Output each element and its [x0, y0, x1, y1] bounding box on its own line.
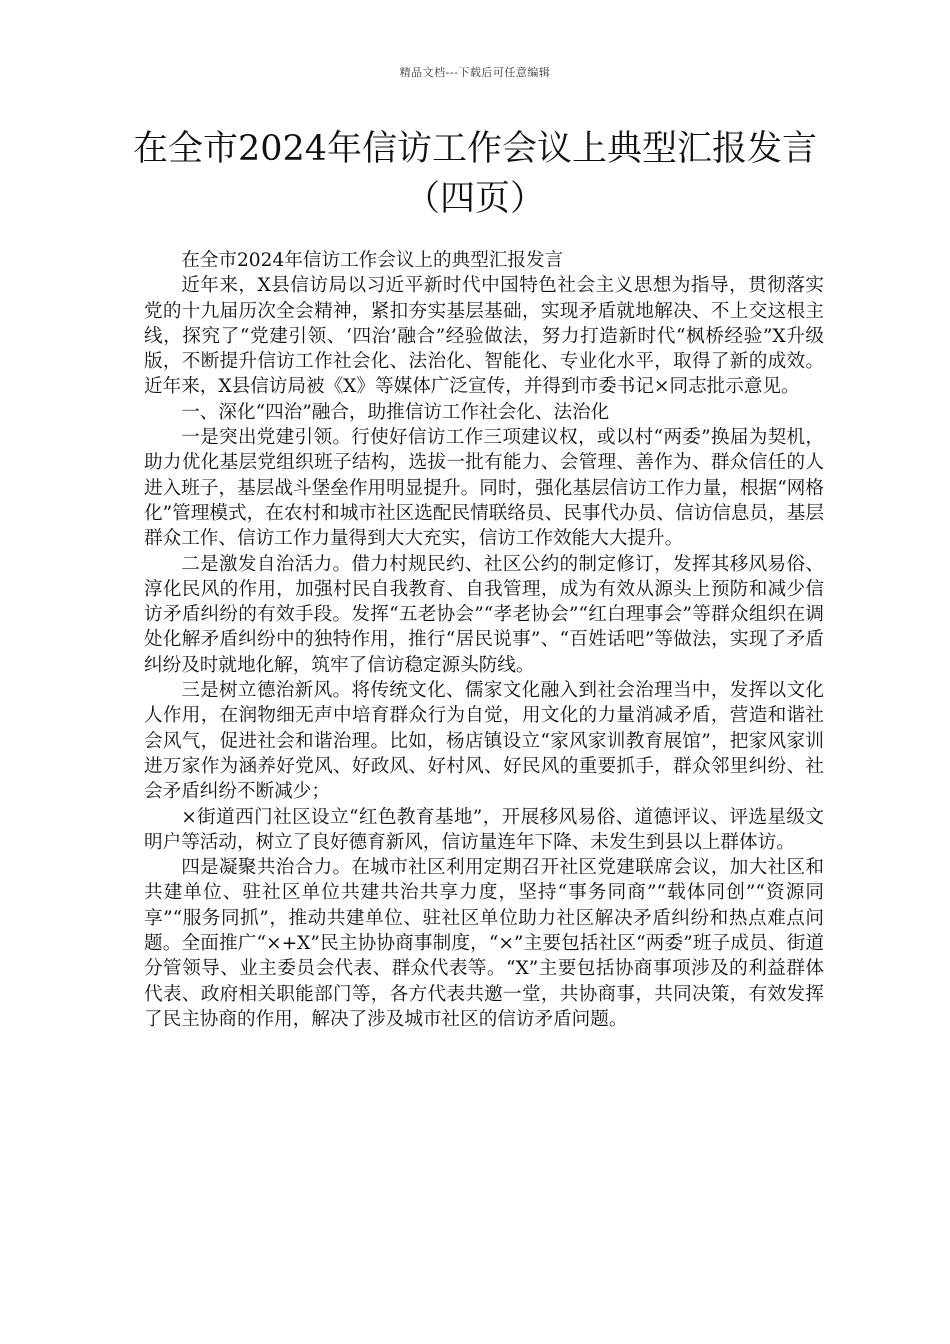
paragraph: 近年来，X县信访局以习近平新时代中国特色社会主义思想为指导，贯彻落实党的十九届历次全会精神，紧扣夯实基层基础，实现矛盾就地解决、不上交这根主线，探究了“党建引领、‘四治’融合”经验做法，努力打造新时代“枫桥经验”X升级版，不断提升信访工作社会化、法治化、智能化、专业化水平，取得了新的成效。近年来，X县信访局被《X》等媒体广泛宣传，并得到市委书记×同志批示意见。 — [144, 275, 824, 398]
paragraph: 三是树立德治新风。将传统文化、儒家文化融入到社会治理当中，发挥以文化人作用，在润物细无声中培育群众行为自觉，用文化的力量消减矛盾，营造和谐社会风气，促进社会和谐治理。比如，杨店镇设立“家风家训教育展馆”，把家风家训进万家作为涵养好党风、好政风、好村风、好民风的重要抓手，群众邻里纠纷、社会矛盾纠纷不断减少； — [144, 680, 824, 803]
paragraph: 一是突出党建引领。行使好信访工作三项建议权，或以村“两委”换届为契机，助力优化基层党组织班子结构，选拔一批有能力、会管理、善作为、群众信任的人进入班子，基层战斗堡垒作用明显提升。同时，强化基层信访工作力量，根据“网格化”管理模式，在农村和城市社区选配民情联络员、民事代办员、信访信息员，基层群众工作、信访工作力量得到大大充实，信访工作效能大大提升。 — [144, 427, 824, 550]
document-body — [144, 248, 824, 1032]
document-title: 在全市2024年信访工作会议上典型汇报发言（四页） — [132, 129, 818, 219]
paragraph: ×街道西门社区设立“红色教育基地”，开展移风易俗、道德评议、评选星级文明户等活动，树立了良好德育新风，信访量连年下降、未发生到县以上群体访。 — [144, 806, 824, 853]
header-note: 精品文档---下载后可任意编辑 — [399, 66, 551, 79]
section-heading: 一、深化“四治”融合，助推信访工作社会化、法治化 — [181, 401, 610, 423]
paragraph: 四是凝聚共治合力。在城市社区利用定期召开社区党建联席会议，加大社区和共建单位、驻社区单位共建共治共享力度，坚持“事务同商”“载体同创”“资源同享”“服务同抓”，推动共建单位、驻社区单位助力社区解决矛盾纠纷和热点难点问题。全面推广“×+X”民主协协商事制度，“×”主要包括社区“两委”班子成员、街道分管领导、业主委员会代表、群众代表等。“X”主要包括协商事项涉及的利益群体代表、政府相关职能部门等，各方代表共邀一堂，共协商事，共同决策，有效发挥了民主协商的作用，解决了涉及城市社区的信访矛盾问题。 — [144, 857, 824, 1030]
paragraph-subtitle: 在全市2024年信访工作会议上的典型汇报发言 — [181, 250, 564, 271]
paragraph: 二是激发自治活力。借力村规民约、社区公约的制定修订，发挥其移风易俗、淳化民风的作用，加强村民自我教育、自我管理，成为有效从源头上预防和减少信访矛盾纠纷的有效手段。发挥“五老协会”“孝老协会”“红白理事会”等群众组织在调处化解矛盾纠纷中的独特作用，推行“居民说事”、“百姓话吧”等做法，实现了矛盾纠纷及时就地化解，筑牢了信访稳定源头防线。 — [144, 553, 824, 676]
